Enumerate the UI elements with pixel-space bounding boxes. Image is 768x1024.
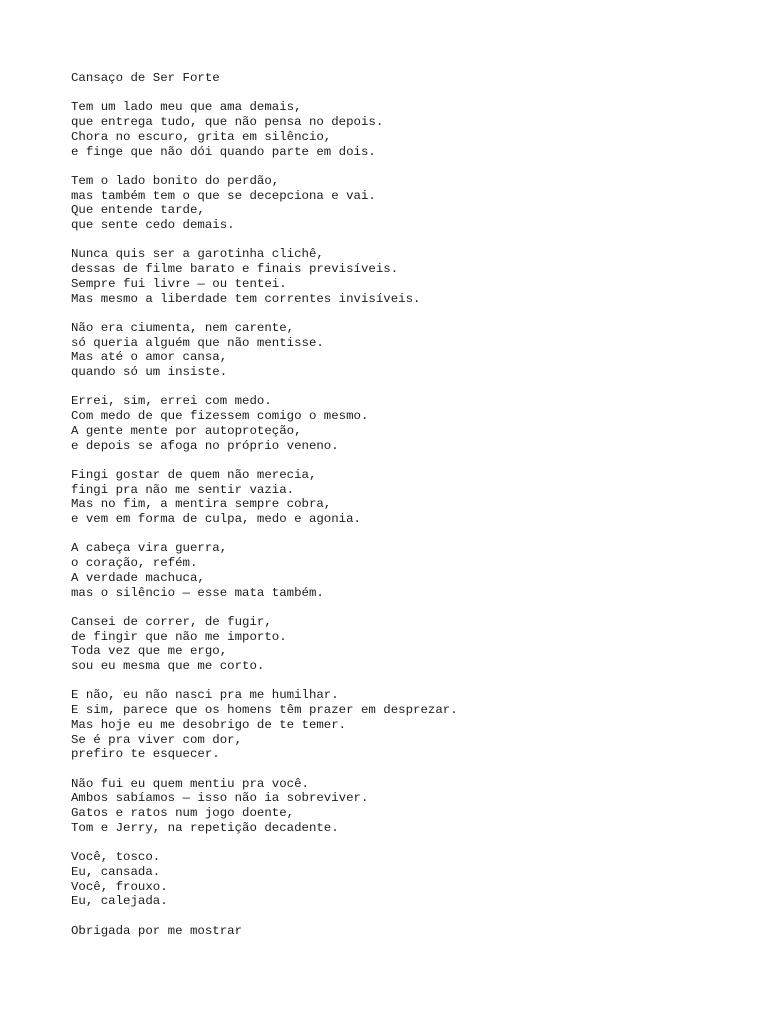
poem-line: A cabeça vira guerra, (71, 541, 228, 556)
document-page (71, 71, 751, 953)
poem-line: Obrigada por me mostrar (71, 923, 243, 938)
poem-line: Com medo de que fizessem comigo o mesmo. (71, 409, 369, 424)
poem-line: dessas de filme barato e finais previsíveis. (71, 262, 399, 277)
poem-line: Fingi gostar de quem não merecia, (71, 467, 317, 482)
poem-line: Mas hoje eu me desobrigo de te temer. (71, 717, 347, 732)
poem-line: Chora no escuro, grita em silêncio, (71, 129, 332, 144)
stanza (71, 321, 751, 380)
stanza (71, 850, 751, 909)
poem-line: Ambos sabíamos — isso não ia sobreviver. (71, 791, 369, 806)
poem-title: Cansaço de Ser Forte (71, 71, 220, 85)
stanza (71, 541, 751, 600)
poem-line: mas também tem o que se decepciona e vai. (71, 188, 376, 203)
poem-line: que entrega tudo, que não pensa no depois. (71, 115, 384, 130)
poem-line: Sempre fui livre — ou tentei. (71, 276, 287, 291)
poem-line: Toda vez que me ergo, (71, 644, 228, 659)
stanza (71, 100, 751, 159)
poem-line: Tom e Jerry, na repetição decadente. (71, 820, 339, 835)
poem-line: Nunca quis ser a garotinha clichê, (71, 247, 324, 262)
stanza (71, 468, 751, 527)
poem-line: E sim, parece que os homens têm prazer em desprezar. (71, 703, 458, 718)
poem-line: Gatos e ratos num jogo doente, (71, 806, 295, 820)
poem-line: fingi pra não me sentir vazia. (71, 482, 295, 497)
stanza (71, 394, 751, 453)
poem-line: E não, eu não nasci pra me humilhar. (71, 688, 339, 703)
poem-line: Que entende tarde, (71, 203, 205, 218)
poem-line: e finge que não dói quando parte em dois. (71, 144, 376, 159)
poem-line: sou eu mesma que me corto. (71, 659, 265, 673)
poem-line: e vem em forma de culpa, medo e agonia. (71, 512, 361, 526)
poem-line: Errei, sim, errei com medo. (71, 394, 272, 409)
poem-line: Eu, calejada. (71, 894, 168, 909)
poem-line: Mas até o amor cansa, (71, 350, 228, 365)
poem-line: Se é pra viver com dor, (71, 732, 243, 747)
poem-line: Cansei de correr, de fugir, (71, 614, 272, 629)
poem-line: A gente mente por autoproteção, (71, 423, 302, 438)
poem-line: prefiro te esquecer. (71, 747, 220, 762)
poem-line: Você, tosco. (71, 850, 161, 865)
poem-line: de fingir que não me importo. (71, 629, 287, 644)
poem-body (71, 100, 751, 938)
poem-line: Mas mesmo a liberdade tem correntes invisíveis. (71, 291, 421, 306)
poem-line: Eu, cansada. (71, 864, 161, 879)
poem-line: Não fui eu quem mentiu pra você. (71, 776, 309, 791)
poem-line: Tem o lado bonito do perdão, (71, 173, 280, 188)
stanza (71, 777, 751, 836)
poem-line: Você, frouxo. (71, 879, 168, 894)
poem-line: Não era ciumenta, nem carente, (71, 320, 295, 335)
stanza (71, 688, 751, 762)
poem-line: Mas no fim, a mentira sempre cobra, (71, 497, 332, 512)
stanza (71, 174, 751, 233)
stanza (71, 924, 751, 939)
poem-line: A verdade machuca, (71, 570, 205, 585)
poem-line: e depois se afoga no próprio veneno. (71, 438, 339, 453)
poem-line: o coração, refém. (71, 556, 198, 571)
poem-line: Tem um lado meu que ama demais, (71, 100, 302, 115)
stanza (71, 615, 751, 674)
poem-line: mas o silêncio — esse mata também. (71, 585, 324, 600)
poem-line: quando só um insiste. (71, 365, 228, 379)
poem-line: só queria alguém que não mentisse. (71, 335, 324, 350)
stanza (71, 247, 751, 306)
poem-line: que sente cedo demais. (71, 218, 235, 232)
